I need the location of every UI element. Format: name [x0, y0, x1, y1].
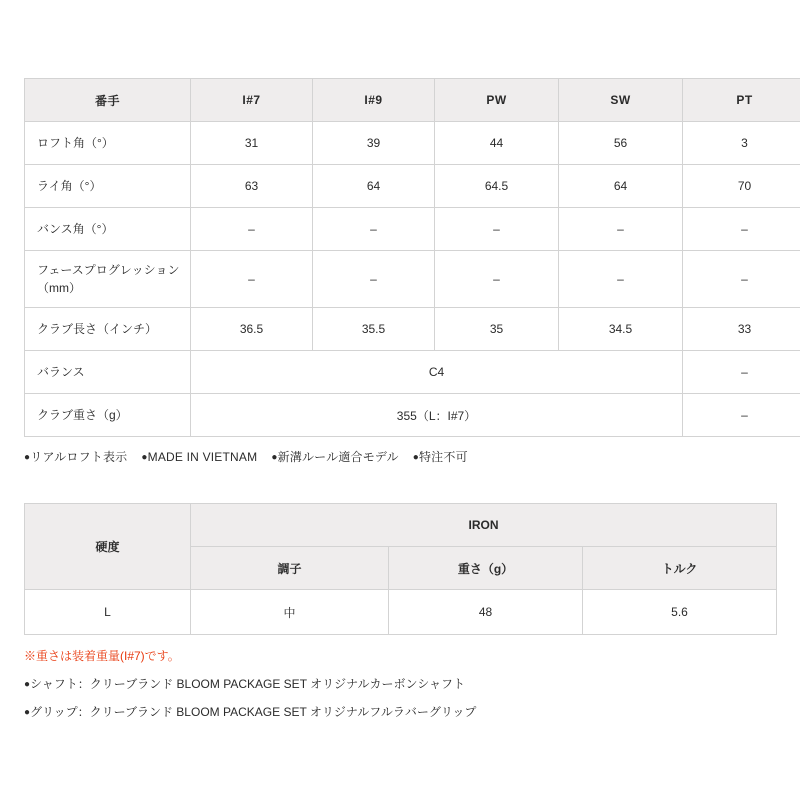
- note-item: [413, 450, 468, 464]
- cell-length-sw: 34.5: [559, 308, 683, 351]
- cell-balance-pt: –: [683, 351, 800, 394]
- note-item: [141, 450, 257, 464]
- grip-note-line: [24, 703, 776, 720]
- row-label-club-length: クラブ長さ（インチ）: [25, 308, 191, 351]
- cell-lie-pw: 64.5: [435, 165, 559, 208]
- bullet-icon: ●: [141, 452, 148, 463]
- cell-loft-i7: 31: [191, 122, 313, 165]
- shaft-note-line: [24, 675, 776, 692]
- grip-note-text: グリップ：クリーブランド BLOOM PACKAGE SET オリジナルフルラバーグリップ: [30, 705, 477, 719]
- row-label-club-weight: クラブ重さ（g）: [25, 394, 191, 437]
- column-header-iron-group: IRON: [191, 504, 777, 547]
- cell-weight-pt: –: [683, 394, 800, 437]
- table-header-row: [25, 504, 777, 547]
- column-header-i7: I#7: [191, 79, 313, 122]
- cell-hardness: L: [25, 590, 191, 635]
- bullet-icon: ●: [412, 452, 419, 463]
- cell-length-i7: 36.5: [191, 308, 313, 351]
- row-label-balance: バランス: [25, 351, 191, 394]
- cell-fp-sw: –: [559, 251, 683, 308]
- cell-bounce-i9: –: [313, 208, 435, 251]
- cell-fp-i7: –: [191, 251, 313, 308]
- bullet-icon: ●: [24, 679, 31, 690]
- cell-weight-merged: 355（L：I#7）: [191, 394, 683, 437]
- row-label-lie: ライ角（°）: [25, 165, 191, 208]
- note-item: [24, 450, 127, 464]
- cell-balance-merged: C4: [191, 351, 683, 394]
- shaft-spec-table: [24, 503, 777, 635]
- shaft-note-text: シャフト：クリーブランド BLOOM PACKAGE SET オリジナルカーボンシャフト: [30, 677, 465, 691]
- cell-loft-sw: 56: [559, 122, 683, 165]
- cell-bounce-i7: –: [191, 208, 313, 251]
- table-row: [25, 165, 800, 208]
- cell-fp-pw: –: [435, 251, 559, 308]
- table-row: [25, 122, 800, 165]
- note-text: 特注不可: [418, 450, 468, 464]
- row-label-loft: ロフト角（°）: [25, 122, 191, 165]
- note-text: リアルロフト表示: [30, 450, 128, 464]
- bullet-icon: ●: [24, 707, 31, 718]
- cell-length-pt: 33: [683, 308, 800, 351]
- table-row: [25, 351, 800, 394]
- cell-length-i9: 35.5: [313, 308, 435, 351]
- cell-lie-i9: 64: [313, 165, 435, 208]
- cell-loft-pw: 44: [435, 122, 559, 165]
- table-row: [25, 394, 800, 437]
- note-item: [271, 450, 398, 464]
- cell-loft-pt: 3: [683, 122, 800, 165]
- column-header-sw: SW: [559, 79, 683, 122]
- table-row: [25, 308, 800, 351]
- table-row: [25, 590, 777, 635]
- row-label-bounce: バンス角（°）: [25, 208, 191, 251]
- column-header-pt: PT: [683, 79, 800, 122]
- bullet-icon: ●: [271, 452, 278, 463]
- table-row: [25, 251, 800, 308]
- column-header-flex-point: 調子: [191, 547, 389, 590]
- column-header-pw: PW: [435, 79, 559, 122]
- table-row: [25, 208, 800, 251]
- cell-fp-pt: –: [683, 251, 800, 308]
- cell-weight: 48: [389, 590, 583, 635]
- cell-bounce-pw: –: [435, 208, 559, 251]
- weight-disclaimer: ※重さは装着重量(I#7)です。: [24, 649, 180, 663]
- table-header-row: [25, 79, 800, 122]
- cell-loft-i9: 39: [313, 122, 435, 165]
- bullet-icon: ●: [24, 452, 31, 463]
- column-header-weight: 重さ（g）: [389, 547, 583, 590]
- club-spec-table: [24, 78, 800, 437]
- cell-bounce-sw: –: [559, 208, 683, 251]
- row-label-face-progression: フェースプログレッション（mm）: [25, 251, 191, 308]
- note-text: MADE IN VIETNAM: [147, 450, 258, 464]
- column-header-torque: トルク: [583, 547, 777, 590]
- cell-torque: 5.6: [583, 590, 777, 635]
- note-text: 新溝ルール適合モデル: [277, 450, 399, 464]
- cell-lie-sw: 64: [559, 165, 683, 208]
- section-spacer: [24, 465, 776, 503]
- cell-lie-pt: 70: [683, 165, 800, 208]
- column-header-hardness: 硬度: [25, 504, 191, 590]
- cell-lie-i7: 63: [191, 165, 313, 208]
- spec-notes: [24, 448, 776, 465]
- cell-flex-point: 中: [191, 590, 389, 635]
- column-header-club-number: 番手: [25, 79, 191, 122]
- cell-fp-i9: –: [313, 251, 435, 308]
- column-header-i9: I#9: [313, 79, 435, 122]
- cell-bounce-pt: –: [683, 208, 800, 251]
- cell-length-pw: 35: [435, 308, 559, 351]
